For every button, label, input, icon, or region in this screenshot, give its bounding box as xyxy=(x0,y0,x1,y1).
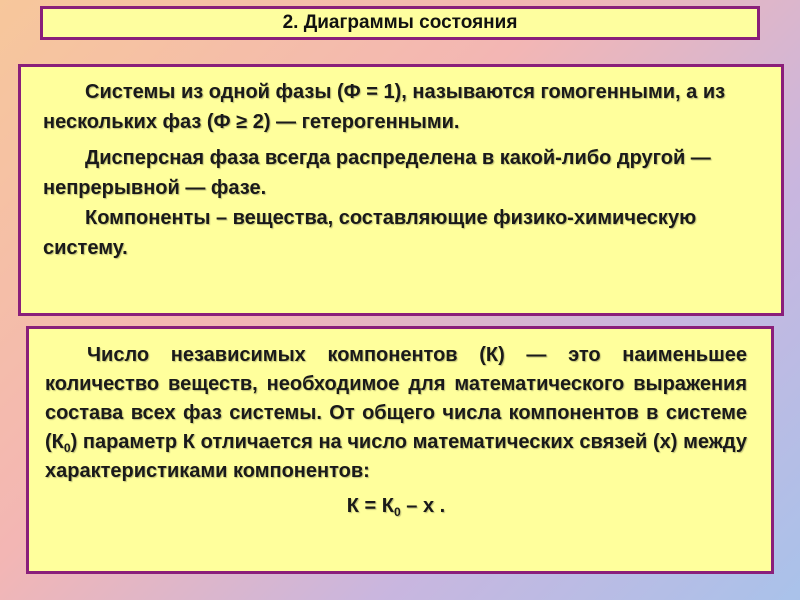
slide-title-box xyxy=(40,6,760,40)
independent-components-box xyxy=(26,326,774,574)
slide-title: 2. Диаграммы состояния xyxy=(282,12,518,33)
independent-components-paragraph xyxy=(45,341,747,486)
phases-definition-box xyxy=(18,64,784,316)
components-paragraph: Компоненты – вещества, составляющие физико-химическую систему. xyxy=(43,207,697,259)
dispersed-phase-paragraph: Дисперсная фаза всегда распределена в какой-либо другой — непрерывной — фазе. xyxy=(43,147,711,199)
homogeneous-heterogeneous-paragraph: Системы из одной фазы (Ф = 1), называются гомогенными, а из нескольких фаз (Ф ≥ 2) — гетерогенными. xyxy=(43,81,726,133)
formula-right: – х . xyxy=(400,495,446,517)
formula-left: К = К xyxy=(346,495,395,517)
paragraph-text-part-1: Число независимых компонентов (К) — это наименьшее количество веществ, необходимое для математического выражения состава всех фаз системы. От общего числа компонентов в системе (К xyxy=(45,344,747,453)
subscript-zero: 0 xyxy=(63,441,71,455)
formula-subscript-zero: 0 xyxy=(394,505,401,519)
paragraph-text-part-2: ) параметр К отличается на число математических связей (х) между характеристиками компонентов: xyxy=(45,431,747,482)
components-formula xyxy=(45,492,747,521)
